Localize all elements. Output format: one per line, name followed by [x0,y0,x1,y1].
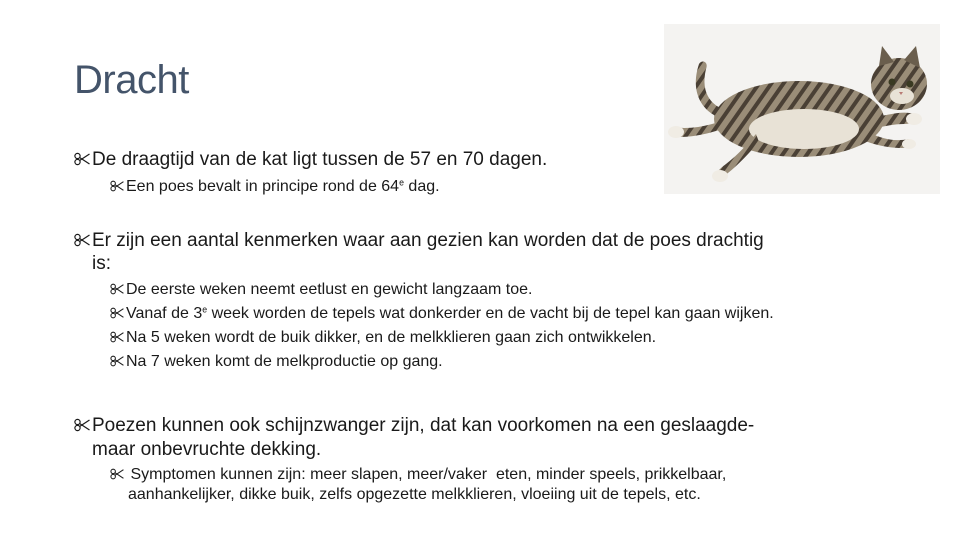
bullet-2b [110,305,774,323]
bullet-3a [110,466,726,484]
scissors-icon [110,330,124,342]
bullet-1a-text-post: dag. [403,178,440,195]
bullet-1-text: De draagtijd van de kat ligt tussen de 57 en 70 dagen. [92,149,548,170]
bullet-2 [74,231,764,252]
bullet-2b-text-pre: Vanaf de 3 [126,305,203,322]
bullet-2c [110,329,656,347]
scissors-icon [110,467,124,479]
scissors-icon [110,179,124,191]
bullet-3a-line2: aanhankelijker, dikke buik, zelfs opgezette melkklieren, vloeiing uit de tepels, etc. [128,486,701,503]
scissors-icon [74,417,90,431]
cat-photo [664,24,940,194]
bullet-3-line1: Poezen kunnen ook schijnzwanger zijn, dat kan voorkomen na een geslaagde- [92,415,755,436]
scissors-icon [110,354,124,366]
bullet-2c-text: Na 5 weken wordt de buik dikker, en de melkklieren gaan zich ontwikkelen. [126,329,657,346]
bullet-1a [110,178,440,196]
bullet-2d [110,353,443,371]
bullet-1a-sup: e [399,177,404,188]
bullet-1a-text-pre: Een poes bevalt in principe rond de 64 [126,178,400,195]
bullet-2d-text: Na 7 weken komt de melkproductie op gang. [126,353,443,370]
bullet-2-line1: Er zijn een aantal kenmerken waar aan gezien kan worden dat de poes drachtig [92,230,764,251]
slide-title: Dracht [74,58,189,102]
bullet-2a [110,281,532,299]
scissors-icon [74,232,90,246]
bullet-2-line2: is: [92,253,111,274]
bullet-3a-line1: Symptomen kunnen zijn: meer slapen, meer/vaker eten, minder speels, prikkelbaar, [126,466,727,483]
bullet-2b-sup: e [202,304,208,315]
bullet-1 [74,150,547,171]
bullet-2a-text: De eerste weken neemt eetlust en gewicht langzaam toe. [126,281,533,298]
bullet-2b-text-post: week worden de tepels wat donkerder en de vacht bij de tepel kan gaan wijken. [207,305,774,322]
scissors-icon [110,282,124,294]
bullet-3 [74,416,754,437]
bullet-3-line2: maar onbevruchte dekking. [92,439,322,460]
scissors-icon [110,306,124,318]
scissors-icon [74,151,90,165]
